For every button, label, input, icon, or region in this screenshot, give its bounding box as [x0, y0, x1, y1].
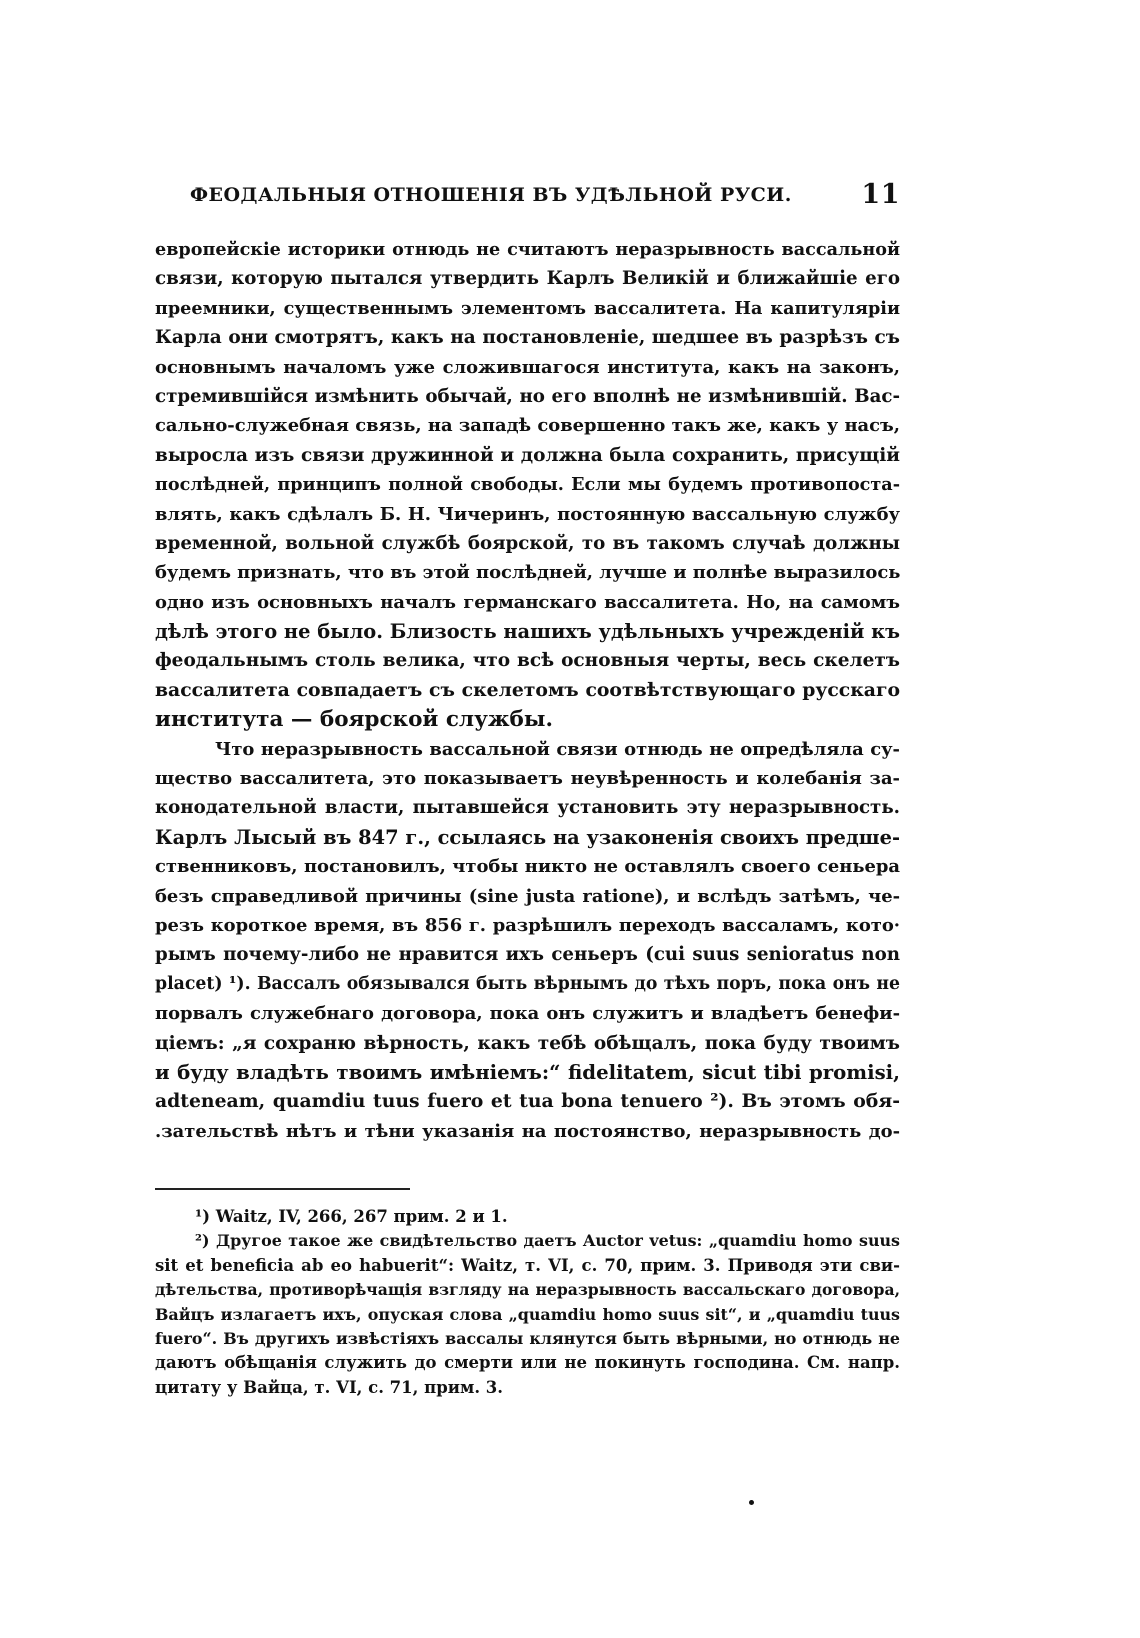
text-line: влять, какъ сдѣлалъ Б. Н. Чичеринъ, постоянную вассальную службу [155, 503, 900, 525]
footnote-line: даютъ обѣщанія служить до смерти или не покинуть господина. См. напр. [155, 1353, 900, 1373]
print-speck [749, 1500, 754, 1505]
footnote-line: Вайцъ излагаетъ ихъ, опуская слова „quamdiu homo suus sit“, и „quamdiu tuus [155, 1304, 900, 1324]
text-line: щество вассалитета, это показываетъ неувѣренность и колебанія за- [155, 768, 900, 790]
paragraph-start-line: Что неразрывность вассальной связи отнюдь не опредѣляла су- [215, 738, 900, 760]
text-line: Карла они смотрятъ, какъ на постановленіе, шедшее въ разрѣзъ съ [155, 327, 900, 349]
text-line: конодательной власти, пытавшейся установить эту неразрывность. [155, 797, 900, 819]
footnote-separator [155, 1188, 410, 1190]
footnote-line: дѣтельства, противорѣчащія взгляду на неразрывность вассальскаго договора, [155, 1280, 900, 1300]
text-line: рымъ почему-либо не нравится ихъ сеньеръ (cui suus senioratus non [155, 944, 900, 966]
running-head [190, 179, 900, 214]
text-line: стремившійся измѣнить обычай, но его вполнѣ не измѣнившій. Вас- [155, 385, 900, 407]
text-line: преемники, существеннымъ элементомъ вассалитета. На капитуляріи [155, 297, 900, 319]
text-line: выросла изъ связи дружинной и должна была сохранить, присущій [155, 444, 900, 466]
text-line: института — боярской службы. [155, 707, 553, 733]
text-line: послѣдней, принципъ полной свободы. Если мы будемъ противопоста- [155, 474, 900, 496]
footnote-line: ¹) Waitz, IV, 266, 267 прим. 2 и 1. [195, 1207, 508, 1226]
text-line: одно изъ основныхъ началъ германскаго вассалитета. Но, на самомъ [155, 591, 900, 613]
text-line: ственниковъ, постановилъ, чтобы никто не оставлялъ своего сеньера [155, 856, 900, 878]
text-line: вассалитета совпадаетъ съ скелетомъ соотвѣтствующаго русскаго [155, 678, 900, 701]
footnote-line: цитату у Вайца, т. VI, с. 71, прим. 3. [155, 1377, 504, 1397]
text-line: порвалъ служебнаго договора, пока онъ служитъ и владѣетъ бенефи- [155, 1003, 900, 1025]
text-line: безъ справедливой причины (sine justa ratione), и вслѣдъ затѣмъ, че- [155, 885, 900, 907]
text-line: сально-служебная связь, на западѣ совершенно такъ же, какъ у насъ, [155, 415, 900, 437]
text-line: связи, которую пытался утвердить Карлъ Великій и ближайшіе его [155, 268, 900, 290]
text-line: placet) ¹). Вассалъ обязывался быть вѣрнымъ до тѣхъ поръ, пока онъ не [155, 973, 900, 994]
text-line: основнымъ началомъ уже сложившагося института, какъ на законъ, [155, 356, 900, 378]
footnote-line: sit et beneficia ab eo habuerit“: Waitz, т. VI, с. 70, прим. 3. Приводя эти сви- [155, 1255, 900, 1275]
page-number: 11 [861, 179, 900, 210]
footnotes [155, 1205, 900, 1400]
text-line: временной, вольной службѣ боярской, то въ такомъ случаѣ должны [155, 532, 900, 554]
text-line: резъ короткое время, въ 856 г. разрѣшилъ переходъ вассаламъ, кото· [155, 914, 900, 936]
text-line: ціемъ: „я сохраню вѣрность, какъ тебѣ обѣщалъ, пока буду твоимъ [155, 1032, 900, 1054]
text-line: дѣлѣ этого не было. Близость нашихъ удѣльныхъ учрежденій къ [155, 620, 900, 644]
text-line: и буду владѣть твоимъ имѣніемъ:“ fidelitatem, sicut tibi promisi, [155, 1060, 900, 1084]
text-line: европейскіе историки отнюдь не считаютъ неразрывность вассальной [155, 239, 900, 260]
text-line: феодальнымъ столь велика, что всѣ основныя черты, весь скелетъ [155, 650, 900, 672]
text-line: .зательствѣ нѣтъ и тѣни указанія на постоянство, неразрывность до- [155, 1120, 900, 1142]
footnote-line: fuero“. Въ другихъ извѣстіяхъ вассалы клянутся быть вѣрными, но отнюдь не [155, 1328, 900, 1348]
text-line: Карлъ Лысый въ 847 г., ссылаясь на узаконенія своихъ предше- [155, 825, 900, 849]
running-head-title: ФЕОДАЛЬНЫЯ ОТНОШЕНІЯ ВЪ УДѢЛЬНОЙ РУСИ. [190, 184, 792, 206]
footnote-line: ²) Другое такое же свидѣтельство даетъ Auctor vetus: „quamdiu homo suus [195, 1231, 900, 1251]
text-line: будемъ признать, что въ этой послѣдней, лучше и полнѣе выразилось [155, 562, 900, 584]
body-text [155, 235, 900, 1146]
text-line: adteneam, quamdiu tuus fuero et tua bona tenuero ²). Въ этомъ обя- [155, 1090, 900, 1113]
